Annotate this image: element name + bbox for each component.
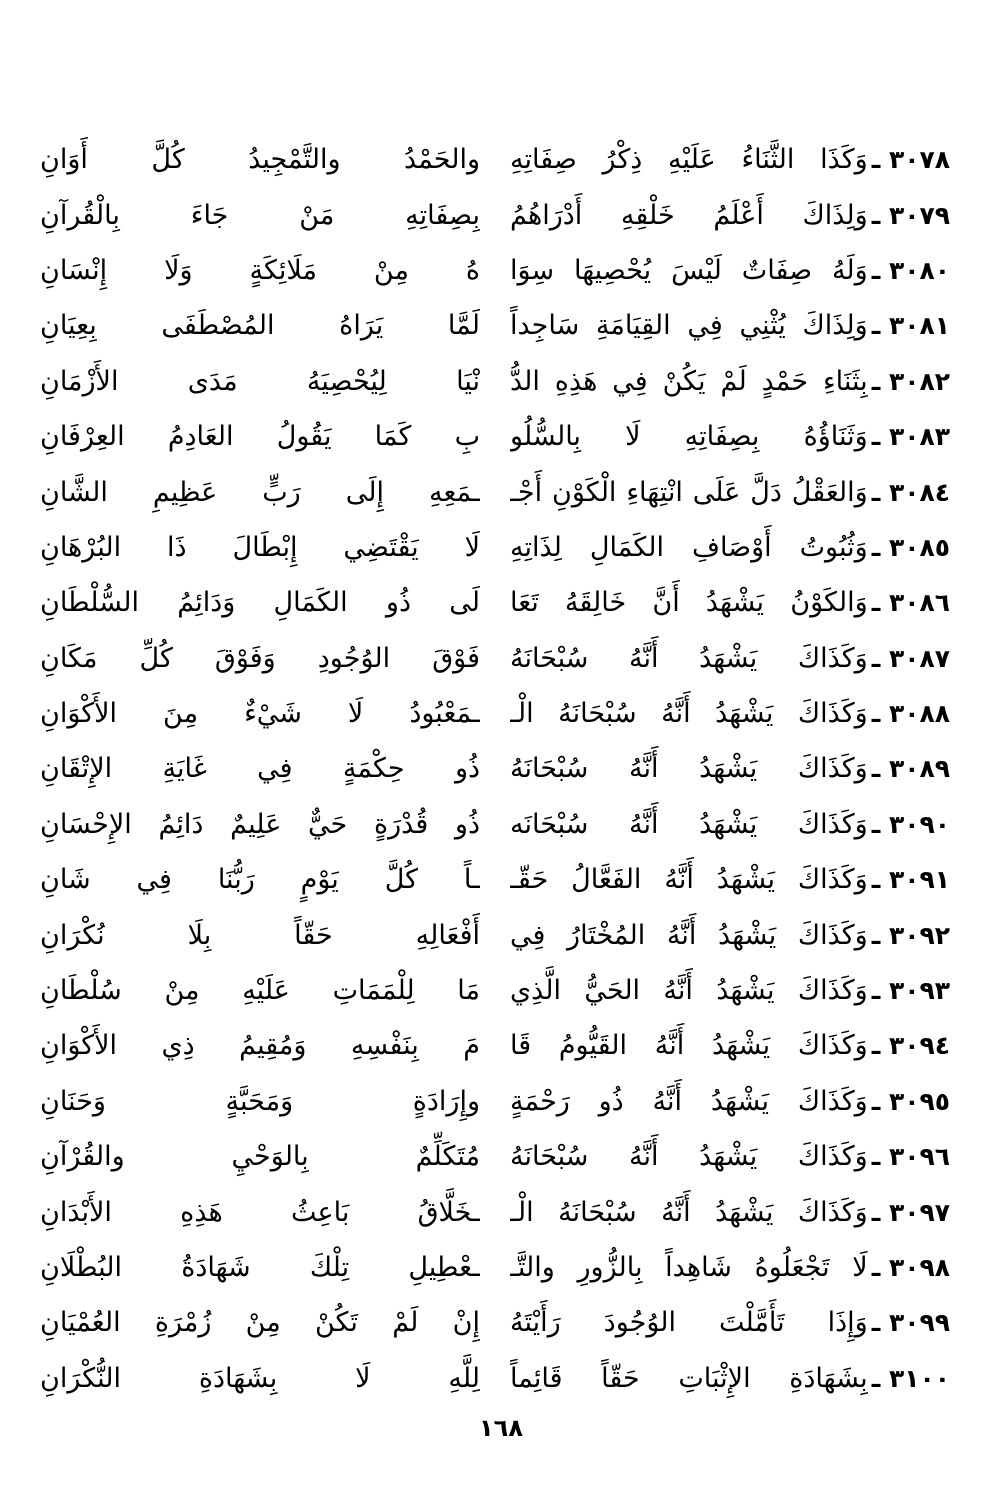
- second-hemistich: نْيَا لِيُحْصِيَهُ مَدَى الأَزْمَانِ: [40, 365, 480, 397]
- verse-line: [40, 1018, 962, 1073]
- second-hemistich: ـخَلَّاقُ بَاعِثُ هَذِهِ الأَبْدَانِ: [40, 1196, 480, 1228]
- verse-line: [40, 187, 962, 242]
- first-hemistich: [510, 741, 950, 796]
- verse-number: ٣٠٩١ ـ: [871, 865, 950, 895]
- verse-line: [40, 631, 962, 686]
- second-hemistich: ـاً كُلَّ يَوْمٍ رَبُّنَا فِي شَانِ: [40, 864, 480, 896]
- second-hemistich: والحَمْدُ والتَّمْجِيدُ كُلَّ أَوَانِ: [40, 144, 480, 176]
- verse-list: [40, 132, 962, 1406]
- verse-number: ٣٠٨١ ـ: [871, 311, 950, 341]
- first-hemistich-text: وَكَذَاكَ يَشْهَدُ أَنَّهُ سُبْحَانَهُ الْـ: [510, 698, 868, 730]
- second-hemistich: مَ بِنَفْسِهِ وَمُقِيمُ ذِي الأَكْوَانِ: [40, 1030, 480, 1062]
- first-hemistich-text: وَكَذَاكَ يَشْهَدُ أَنَّهُ المُخْتَارُ فِي: [510, 919, 868, 951]
- first-hemistich: [510, 1185, 950, 1240]
- first-hemistich: [510, 1240, 950, 1295]
- first-hemistich: [510, 686, 950, 741]
- first-hemistich: [510, 243, 950, 298]
- verse-line: [40, 1240, 962, 1295]
- verse-line: [40, 298, 962, 353]
- first-hemistich-text: لَا تَجْعَلُوهُ شَاهِداً بِالزُّورِ والتَّـ: [510, 1252, 868, 1283]
- second-hemistich: ذُو قُدْرَةٍ حَيٌّ عَلِيمٌ دَائِمُ الإِحْسَانِ: [40, 808, 480, 840]
- second-hemistich: أَفْعَالِهِ حَقّاً بِلَا نُكْرَانِ: [40, 919, 480, 951]
- first-hemistich-text: وَكَذَاكَ يَشْهَدُ أَنَّهُ الحَيُّ الَّذِي: [510, 975, 868, 1007]
- first-hemistich-text: وَكَذَاكَ يَشْهَدُ أَنَّهُ سُبْحَانَه: [510, 808, 868, 840]
- first-hemistich: [510, 188, 950, 243]
- first-hemistich: [510, 298, 950, 353]
- verse-number: ٣٠٩٦ ـ: [871, 1142, 950, 1172]
- first-hemistich-text: وَثَنَاؤُهُ بِصِفَاتِهِ لَا بِالسُّلُو: [510, 421, 868, 453]
- second-hemistich: ـعْطِيلِ تِلْكَ شَهَادَةُ البُطْلَانِ: [40, 1252, 480, 1283]
- first-hemistich-text: وَكَذَاكَ يَشْهَدُ أَنَّهُ ذُو رَحْمَةٍ: [510, 1085, 868, 1117]
- second-hemistich: مَا لِلْمَمَاتِ عَلَيْهِ مِنْ سُلْطَانِ: [40, 975, 480, 1007]
- verse-number: ٣٠٩٥ ـ: [871, 1086, 950, 1116]
- first-hemistich-text: وَكَذَاكَ يَشْهَدُ أَنَّهُ سُبْحَانَهُ الْـ: [510, 1196, 868, 1228]
- first-hemistich-text: وَلِذَاكَ أَعْلَمُ خَلْقِهِ أَدْرَاهُمُ: [510, 199, 868, 231]
- verse-number: ٣٠٩٣ ـ: [871, 976, 950, 1006]
- first-hemistich-text: وَكَذَاكَ يَشْهَدُ أَنَّهُ الفَعَّالُ حَقّـ: [510, 864, 868, 896]
- second-hemistich: وإِرَادَةٍ وَمَحَبَّةٍ وَحَنَانِ: [40, 1085, 480, 1117]
- first-hemistich: [510, 1295, 950, 1350]
- first-hemistich-text: وَكَذَاكَ يَشْهَدُ أَنَّهُ سُبْحَانَهُ: [510, 642, 868, 674]
- first-hemistich: [510, 520, 950, 575]
- first-hemistich-text: وَلَهُ صِفَاتٌ لَيْسَ يُحْصِيهَا سِوَا: [510, 254, 868, 286]
- second-hemistich: بِ كَمَا يَقُولُ العَادِمُ العِرْفَانِ: [40, 421, 480, 453]
- first-hemistich: [510, 575, 950, 630]
- verse-line: [40, 575, 962, 630]
- first-hemistich: [510, 631, 950, 686]
- first-hemistich-text: وَكَذَاكَ يَشْهَدُ أَنَّهُ القَيُّومُ قَا: [510, 1030, 868, 1062]
- second-hemistich: لِلَّهِ لَا بِشَهَادَةِ النُّكْرَانِ: [40, 1362, 480, 1394]
- verse-number: ٣٠٨٩ ـ: [871, 754, 950, 784]
- verse-number: ٣٠٨٨ ـ: [871, 699, 950, 729]
- verse-line: [40, 1351, 962, 1406]
- first-hemistich: [510, 1018, 950, 1073]
- verse-number: ٣٠٧٩ ـ: [871, 200, 950, 230]
- page-number: ١٦٨: [479, 1414, 523, 1442]
- verse-line: [40, 464, 962, 519]
- second-hemistich: لَا يَقْتَضِي إِبْطَالَ ذَا البُرْهَانِ: [40, 531, 480, 563]
- verse-line: [40, 354, 962, 409]
- first-hemistich-text: بِثَنَاءِ حَمْدٍ لَمْ يَكُنْ فِي هَذِهِ الدُّ: [510, 365, 868, 397]
- first-hemistich: [510, 963, 950, 1018]
- first-hemistich: [510, 797, 950, 852]
- first-hemistich: [510, 409, 950, 464]
- verse-line: [40, 963, 962, 1018]
- second-hemistich: لَى ذُو الكَمَالِ وَدَائِمُ السُّلْطَانِ: [40, 587, 480, 619]
- second-hemistich: لَمَّا يَرَاهُ المُصْطَفَى بِعِيَانِ: [40, 310, 480, 342]
- second-hemistich: مُتَكَلِّمٌ بِالوَحْيِ والقُرْآنِ: [40, 1141, 480, 1173]
- verse-line: [40, 520, 962, 575]
- first-hemistich-text: وَثُبُوتُ أَوْصَافِ الكَمَالِ لِذَاتِهِ: [510, 531, 868, 563]
- verse-line: [40, 409, 962, 464]
- second-hemistich: بِصِفَاتِهِ مَنْ جَاءَ بِالْقُرآنِ: [40, 199, 480, 231]
- second-hemistich: ذُو حِكْمَةٍ فِي غَايَةِ الإِتْقَانِ: [40, 753, 480, 785]
- verse-line: [40, 1295, 962, 1350]
- first-hemistich-text: وَإِذَا تَأَمَّلْتَ الوُجُودَ رَأَيْتَهُ: [510, 1307, 868, 1339]
- verse-number: ٣٠٨٤ ـ: [871, 477, 950, 507]
- first-hemistich-text: وَكَذَاكَ يَشْهَدُ أَنَّهُ سُبْحَانَهُ: [510, 1141, 868, 1173]
- verse-number: ٣٠٩٤ ـ: [871, 1031, 950, 1061]
- first-hemistich: [510, 132, 950, 187]
- verse-number: ٣٠٨٣ ـ: [871, 422, 950, 452]
- verse-number: ٣٠٩٠ ـ: [871, 809, 950, 839]
- second-hemistich: ـمَعِهِ إِلَى رَبٍّ عَظِيمِ الشَّانِ: [40, 476, 480, 508]
- second-hemistich: هُ مِنْ مَلَائِكَةٍ وَلَا إِنْسَانِ: [40, 254, 480, 286]
- verse-number: ٣٠٨٧ ـ: [871, 643, 950, 673]
- first-hemistich: [510, 354, 950, 409]
- second-hemistich: إِنْ لَمْ تَكُنْ مِنْ زُمْرَةِ العُمْيَانِ: [40, 1307, 480, 1339]
- verse-number: ٣٠٩٨ ـ: [871, 1253, 950, 1282]
- verse-line: [40, 852, 962, 907]
- verse-line: [40, 1129, 962, 1184]
- verse-line: [40, 243, 962, 298]
- verse-number: ٣٠٨٥ ـ: [871, 532, 950, 562]
- verse-line: [40, 907, 962, 962]
- first-hemistich-text: وَلِذَاكَ يُثْنِي فِي القِيَامَةِ سَاجِداً: [510, 310, 868, 342]
- verse-number: ٣٠٩٢ ـ: [871, 920, 950, 950]
- first-hemistich: [510, 465, 950, 520]
- verse-number: ٣٠٨٦ ـ: [871, 588, 950, 618]
- verse-line: [40, 686, 962, 741]
- first-hemistich: [510, 1129, 950, 1184]
- verse-line: [40, 741, 962, 796]
- verse-number: ٣٠٧٨ ـ: [871, 145, 950, 175]
- first-hemistich: [510, 1351, 950, 1406]
- verse-number: ٣٠٨٢ ـ: [871, 366, 950, 396]
- verse-number: ٣٠٨٠ ـ: [871, 255, 950, 285]
- first-hemistich-text: وَالعَقْلُ دَلَّ عَلَى انْتِهَاءِ الْكَوْنِ أَجْـ: [510, 476, 868, 508]
- first-hemistich-text: وَكَذَاكَ يَشْهَدُ أَنَّهُ سُبْحَانَهُ: [510, 753, 868, 785]
- verse-number: ٣٠٩٩ ـ: [871, 1308, 950, 1338]
- verse-line: [40, 132, 962, 187]
- verse-line: [40, 1184, 962, 1239]
- first-hemistich: [510, 1074, 950, 1129]
- first-hemistich-text: بِشَهَادَةِ الإِثْبَاتِ حَقّاً قَائِماً: [510, 1362, 868, 1394]
- second-hemistich: فَوْقَ الوُجُودِ وَفَوْقَ كُلِّ مَكَانِ: [40, 642, 480, 674]
- second-hemistich: ـمَعْبُودُ لَا شَيْءٌ مِنَ الأَكْوَانِ: [40, 698, 480, 730]
- verse-line: [40, 1074, 962, 1129]
- verse-number: ٣١٠٠ ـ: [871, 1363, 950, 1393]
- verse-number: ٣٠٩٧ ـ: [871, 1197, 950, 1227]
- first-hemistich: [510, 908, 950, 963]
- first-hemistich: [510, 852, 950, 907]
- first-hemistich-text: وَكَذَا الثَّنَاءُ عَلَيْهِ ذِكْرُ صِفَاتِهِ: [510, 144, 868, 176]
- first-hemistich-text: وَالكَوْنُ يَشْهَدُ أَنَّ خَالِقَهُ تَعَا: [510, 587, 868, 619]
- verse-line: [40, 797, 962, 852]
